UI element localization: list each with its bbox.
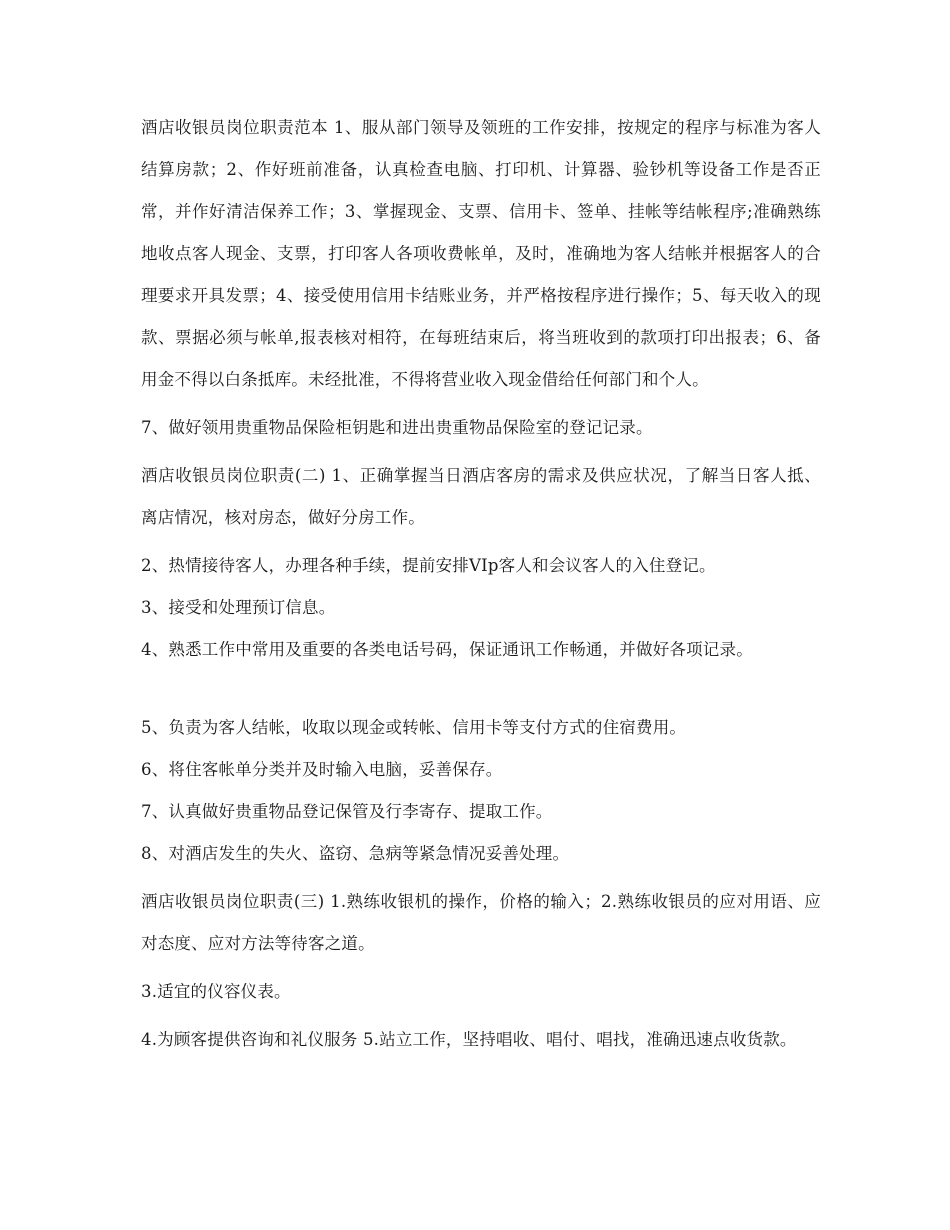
- paragraph-12: 3.适宜的仪容仪表。: [141, 982, 291, 1001]
- paragraph-1: 酒店收银员岗位职责范本 1、服从部门领导及领班的工作安排，按规定的程序与标准为客人结算房款；2、作好班前准备，认真检查电脑、打印机、计算器、验钞机等设备工作是否正常，并作好清洁保养工作；3、掌握现金、支票、信用卡、签单、挂帐等结帐程序;准确熟练地收点客人现金、支票，打印客人各项收费帐单，及时，准确地为客人结帐并根据客人的合理要求开具发票；4、接受使用信用卡结账业务，并严格按程序进行操作；5、每天收入的现款、票据必须与帐单,报表核对相符，在每班结束后，将当班收到的款项打印出报表；6、备用金不得以白条抵库。未经批准，不得将营业收入现金借给任何部门和个人。: [141, 118, 821, 389]
- paragraph-6: 4、熟悉工作中常用及重要的各类电话号码，保证通讯工作畅通，并做好各项记录。: [141, 640, 753, 659]
- paragraph-3: 酒店收银员岗位职责(二) 1、正确掌握当日酒店客房的需求及供应状况，了解当日客人抵、离店情况，核对房态，做好分房工作。: [141, 466, 821, 527]
- document-body: [141, 107, 821, 1073]
- paragraph-7: 5、负责为客人结帐，收取以现金或转帐、信用卡等支付方式的住宿费用。: [141, 718, 687, 737]
- paragraph-13: 4.为顾客提供咨询和礼仪服务 5.站立工作，坚持唱收、唱付、唱找，准确迅速点收货款。: [141, 1030, 797, 1049]
- paragraph-11: 酒店收银员岗位职责(三) 1.熟练收银机的操作，价格的输入；2.熟练收银员的应对用语、应对态度、应对方法等待客之道。: [141, 892, 821, 953]
- paragraph-5: 3、接受和处理预订信息。: [141, 598, 336, 617]
- paragraph-8: 6、将住客帐单分类并及时输入电脑，妥善保存。: [141, 760, 503, 779]
- paragraph-10: 8、对酒店发生的失火、盗窃、急病等紧急情况妥善处理。: [141, 844, 570, 863]
- paragraph-gap: [141, 677, 821, 713]
- paragraph-9: 7、认真做好贵重物品登记保管及行李寄存、提取工作。: [141, 802, 553, 821]
- paragraph-2: 7、做好领用贵重物品保险柜钥匙和进出贵重物品保险室的登记记录。: [141, 418, 653, 437]
- paragraph-4: 2、热情接待客人，办理各种手续，提前安排VIp客人和会议客人的入住登记。: [141, 556, 716, 575]
